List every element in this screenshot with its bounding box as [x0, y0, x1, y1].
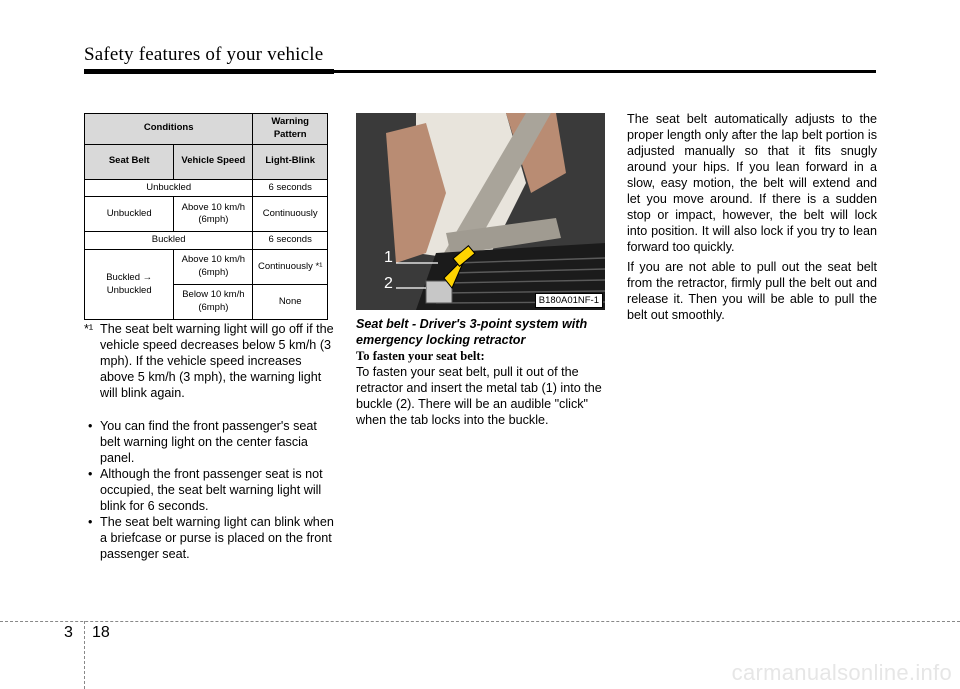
callout-2: 2: [384, 275, 393, 292]
bullet-item: [84, 466, 334, 514]
seat-belt-photo-icon: [356, 113, 605, 310]
paragraph: The seat belt automatically adjusts to the proper length only after the lap belt portion is adjusted manually so that it fits snugly around your hips. If you lean forward in a slow, easy motion, the belt will extend and let you move around. If there is a sudden stop or impact, however, the belt will lock into position. It will also lock if you try to lean forward too quickly.: [627, 112, 877, 254]
cell-speed: Above 10 km/h (6mph): [174, 197, 253, 232]
footer-divider: [84, 621, 85, 689]
section-heading: Seat belt - Driver's 3-point system with emergency locking retractor: [356, 317, 588, 347]
cell-condition: Buckled: [85, 232, 253, 250]
th-vehicle-speed: Vehicle Speed: [174, 144, 253, 179]
cell-speed: Below 10 km/h (6mph): [174, 285, 253, 320]
footnote: [84, 321, 334, 401]
cell-pattern: 6 seconds: [253, 179, 328, 197]
cell-speed: Above 10 km/h (6mph): [174, 250, 253, 285]
footnote-text: The seat belt warning light will go off if the vehicle speed decreases below 5 km/h (3 mph). If the vehicle speed increases above 5 km/h (3 mph), the warning light will blink again.: [100, 322, 334, 400]
paragraph: If you are not able to pull out the seat belt from the retractor, firmly pull the belt out and release it. Then you will be able to pull the belt out smoothly.: [627, 260, 877, 322]
cell-pattern: Continuously *¹: [253, 250, 328, 285]
callout-1: 1: [384, 249, 393, 266]
bullet-item: [84, 514, 334, 562]
image-code: B180A01NF-1: [535, 293, 603, 308]
cell-pattern: 6 seconds: [253, 232, 328, 250]
cell-belt: Unbuckled: [85, 197, 174, 232]
page-number: 18: [92, 624, 110, 641]
page-header-title: Safety features of your vehicle: [84, 44, 324, 65]
warning-pattern-table: [84, 113, 328, 320]
header-rule: [84, 70, 876, 73]
th-warning-pattern: Warning Pattern: [253, 114, 328, 145]
th-light-blink: Light-Blink: [253, 144, 328, 179]
bullet-text: Although the front passenger seat is not occupied, the seat belt warning light will blink for 6 seconds.: [100, 467, 323, 513]
bullet-text: You can find the front passenger's seat belt warning light on the center fascia panel.: [100, 419, 317, 465]
th-conditions: Conditions: [85, 114, 253, 145]
bullet-dot-icon: •: [88, 419, 93, 433]
cell-condition: Unbuckled: [85, 179, 253, 197]
footer-rule: [0, 621, 960, 622]
bullet-item: [84, 418, 334, 466]
bullet-dot-icon: •: [88, 467, 93, 481]
cell-pattern: None: [253, 285, 328, 320]
section-number: 3: [64, 624, 73, 641]
seat-belt-illustration: [356, 113, 605, 310]
fasten-instructions: To fasten your seat belt, pull it out of the retractor and insert the metal tab (1) into the buckle (2). There will be an audible "click" when the tab locks into the buckle.: [356, 365, 602, 427]
right-column: [627, 111, 877, 327]
th-seat-belt: Seat Belt: [85, 144, 174, 179]
section-subheading: To fasten your seat belt:: [356, 349, 485, 363]
watermark: carmanualsonline.info: [731, 660, 952, 685]
cell-pattern: Continuously: [253, 197, 328, 232]
cell-belt: Buckled → Unbuckled: [85, 250, 174, 320]
bullet-text: The seat belt warning light can blink when a briefcase or purse is placed on the front passenger seat.: [100, 515, 334, 561]
footnote-mark: *¹: [84, 322, 94, 336]
bullet-dot-icon: •: [88, 515, 93, 529]
